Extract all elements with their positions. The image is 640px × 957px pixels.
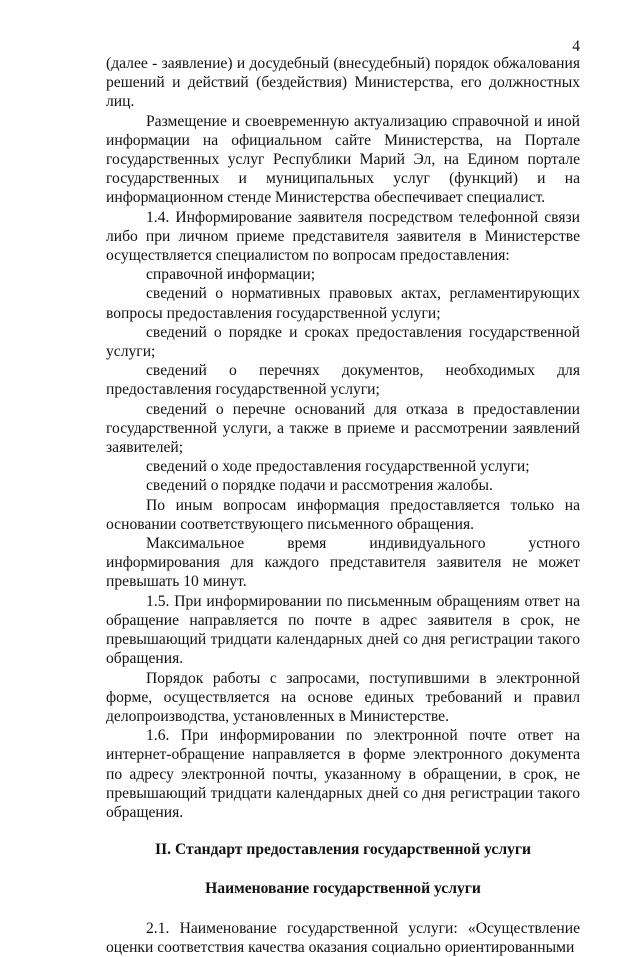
list-item-complaints: сведений о порядке подачи и рассмотрения жалобы.: [146, 477, 493, 495]
page-number: 4: [572, 38, 580, 55]
list-item-progress: сведений о ходе предоставления государственной услуги;: [146, 458, 530, 476]
paragraph-1-5: 1.5. При информировании по письменным обращениям ответ на обращение направляется по почте в адрес заявителя в срок, не превышающий тридцати календарных дней со дня регистрации такого обращения.: [106, 592, 580, 668]
paragraph-placement: Размещение и своевременную актуализацию справочной и иной информации на официальном сайте Министерства, на Портале государственных услуг Республики Марий Эл, на Едином портале государственных и муниципальных услуг (функций) и на информационном стенде Министерства обеспечивает специалист.: [106, 112, 580, 207]
paragraph-continuation: (далее - заявление) и досудебный (внесудебный) порядок обжалования решений и действий (бездействия) Министерства, его должностных лиц.: [106, 55, 580, 111]
paragraph-1-6: 1.6. При информировании по электронной почте ответ на интернет-обращение направляется в форме электронного документа по адресу электронной почты, указанному в обращении, в срок, не превышающий тридцати календарных дней со дня регистрации такого обращения.: [106, 727, 580, 821]
list-item-legal-acts: сведений о нормативных правовых актах, регламентирующих вопросы предоставления государственной услуги;: [106, 285, 580, 322]
list-item-reference-info: справочной информации;: [146, 266, 316, 284]
paragraph-max-time: Максимальное время индивидуального устного информирования для каждого представителя заявителя не может превышать 10 минут.: [106, 535, 580, 591]
list-item-documents: сведений о перечнях документов, необходимых для предоставления государственной услуги;: [106, 362, 580, 399]
paragraph-1-4: 1.4. Информирование заявителя посредством телефонной связи либо при личном приеме представителя заявителя в Министерстве осуществляется специалистом по вопросам предоставления:: [106, 208, 580, 265]
paragraph-other-questions: По иным вопросам информация предоставляется только на основании соответствующего письменного обращения.: [106, 496, 580, 533]
section-heading: II. Стандарт предоставления государственной услуги: [155, 841, 531, 859]
subsection-heading: Наименование государственной услуги: [205, 880, 481, 898]
list-item-refusal-grounds: сведений о перечне оснований для отказа в предоставлении государственной услуги, а также в приеме и рассмотрении заявлений заявителей;: [106, 400, 580, 457]
paragraph-2-1: 2.1. Наименование государственной услуги: «Осуществление оценки соответствия качества оказания социально ориентированными: [106, 919, 580, 956]
paragraph-electronic-requests: Порядок работы с запросами, поступившими в электронной форме, осуществляется на основе единых требований и правил делопроизводства, установленных в Министерстве.: [106, 669, 580, 725]
list-item-terms: сведений о порядке и сроках предоставления государственной услуги;: [106, 323, 580, 361]
